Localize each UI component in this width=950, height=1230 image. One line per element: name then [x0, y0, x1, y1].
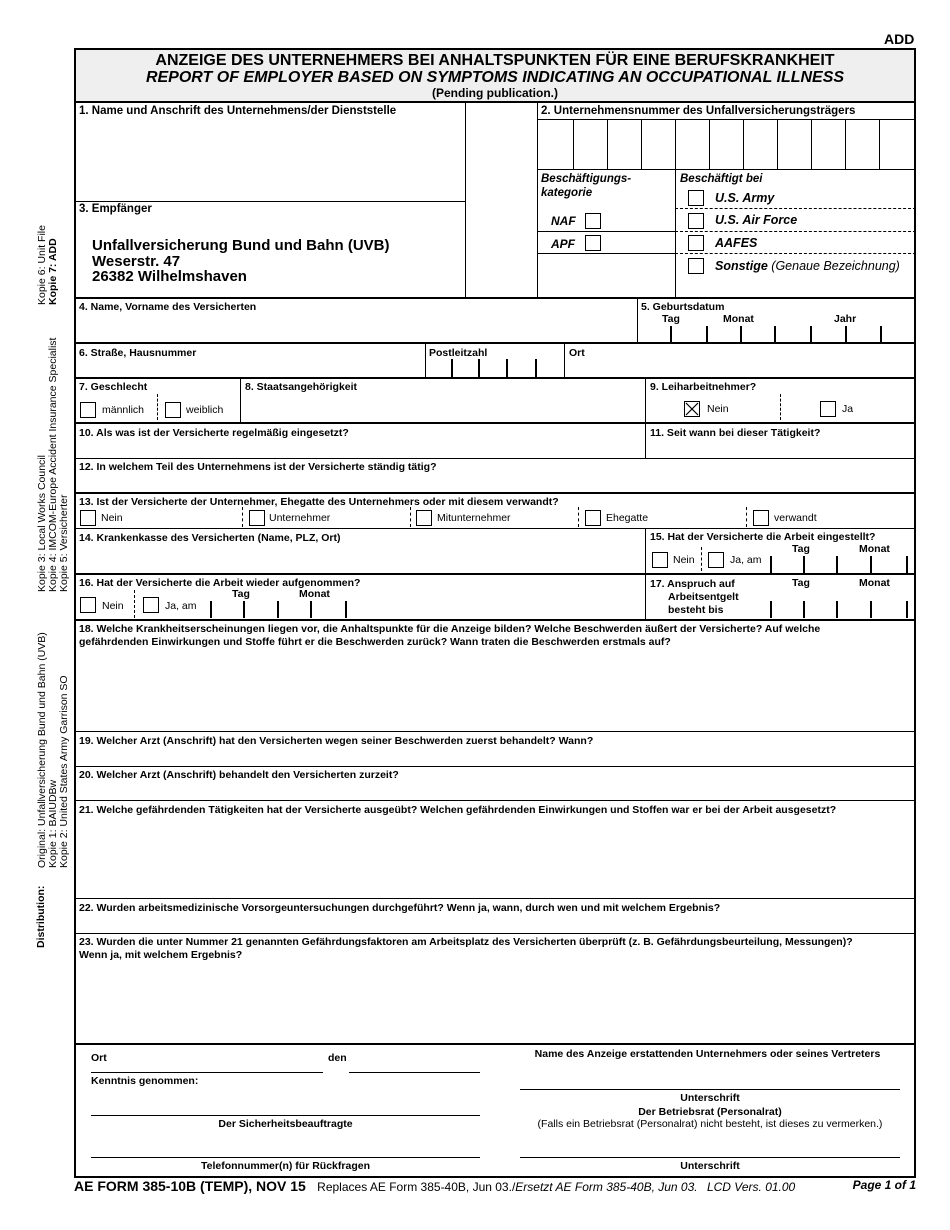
side-copy-7: Kopie 7: ADD	[47, 238, 59, 305]
divider	[780, 394, 781, 420]
pay-month-label: Monat	[859, 577, 890, 589]
divider	[637, 298, 638, 343]
cell-divider	[845, 326, 847, 342]
divider	[74, 766, 916, 767]
naf-label: NAF	[551, 214, 576, 228]
cell-divider	[743, 119, 744, 169]
stopped-yes-label: Ja, am	[730, 554, 762, 566]
regular-job-input[interactable]	[77, 440, 642, 457]
cell-divider	[277, 601, 279, 618]
apf-label: APF	[551, 237, 575, 251]
divider	[74, 528, 916, 529]
field-5-label: 5. Geburtsdatum	[641, 301, 725, 313]
cell-divider	[670, 326, 672, 342]
works-council-line	[520, 1157, 900, 1158]
cell-divider	[880, 326, 882, 342]
divider	[240, 378, 241, 423]
divider	[645, 529, 646, 574]
temp-worker-no-label: Nein	[707, 403, 729, 415]
date-label: den	[328, 1052, 347, 1064]
signature-right-border	[914, 1044, 916, 1177]
city-input[interactable]	[566, 359, 914, 377]
safety-officer-signature-input[interactable]	[91, 1098, 480, 1114]
divider	[645, 423, 646, 458]
divider	[701, 547, 702, 571]
field-17-label-3: besteht bis	[668, 604, 724, 616]
health-insurance-input[interactable]	[77, 545, 642, 572]
divider	[74, 201, 465, 202]
cell-divider	[879, 119, 880, 169]
aafes-label: AAFES	[715, 236, 758, 250]
divider	[74, 898, 916, 899]
relation-no-checkbox[interactable]	[80, 510, 96, 526]
field-11-label: 11. Seit wann bei dieser Tätigkeit?	[650, 427, 821, 439]
stopped-no-checkbox[interactable]	[652, 552, 668, 568]
field-2-label: 2. Unternehmensnummer des Unfallversicherungsträgers	[541, 105, 856, 117]
date-input[interactable]	[349, 1062, 480, 1072]
cell-divider	[478, 359, 480, 377]
cell-divider	[770, 556, 772, 573]
safety-officer-label: Der Sicherheitsbeauftragte	[218, 1118, 353, 1130]
side-copy-6: Kopie 6: Unit File	[36, 225, 48, 305]
dob-year-label: Jahr	[834, 313, 857, 325]
aafes-checkbox[interactable]	[688, 235, 704, 251]
employment-category-label-2: kategorie	[541, 187, 593, 199]
related-checkbox[interactable]	[753, 510, 769, 526]
side-copy-5: Kopie 5: Versicherter	[58, 494, 70, 592]
field-16-label: 16. Hat der Versicherte die Arbeit wieder aufgenommen?	[79, 577, 361, 589]
cell-divider	[770, 601, 772, 618]
field-18-label: 18. Welche Krankheitserscheinungen liegen vor, die Anhaltspunkte für die Anzeige bilden? Welche Beschwerden äußert der Versicherte? Auf welche	[79, 623, 821, 635]
divider	[74, 933, 916, 934]
cell-divider	[836, 601, 838, 618]
dob-month-label: Monat	[723, 313, 754, 325]
co-entrepreneur-checkbox[interactable]	[416, 510, 432, 526]
stopped-month-label: Monat	[859, 543, 890, 555]
related-label: verwandt	[774, 512, 817, 524]
divider	[746, 507, 747, 527]
phone-line	[91, 1157, 480, 1158]
field-17-label-1: 17. Anspruch auf	[650, 578, 735, 590]
noted-label: Kenntnis genommen:	[91, 1075, 199, 1087]
postal-code-input[interactable]	[426, 359, 564, 377]
works-council-label: Der Betriebsrat (Personalrat)	[638, 1106, 782, 1118]
version: LCD Vers. 01.00	[706, 1180, 796, 1194]
hazardous-activities-textarea[interactable]	[77, 818, 915, 897]
resumed-date-input[interactable]	[210, 601, 348, 618]
works-council-note: (Falls ein Betriebsrat (Personalrat) nicht besteht, ist dieses zu vermerken.)	[537, 1118, 883, 1130]
pay-until-input[interactable]	[770, 601, 913, 618]
cell-divider	[803, 556, 805, 573]
stopped-date-input[interactable]	[770, 556, 913, 573]
side-distribution: Distribution:	[35, 885, 47, 948]
title-german: ANZEIGE DES UNTERNEHMERS BEI ANHALTSPUNKTEN FÜR EINE BERUFSKRANKHEIT	[155, 52, 835, 69]
field-18-label-2: gefährdenden Einwirkungen und Stoffe führt er die Beschwerden zurück? Wann traten die Beschwerden erstmals auf?	[79, 636, 671, 648]
cell-divider	[506, 359, 508, 377]
date-of-birth-input[interactable]	[639, 326, 915, 342]
other-label-text: Sonstige	[715, 259, 768, 273]
first-doctor-input[interactable]	[77, 748, 915, 765]
field-7-label: 7. Geschlecht	[79, 381, 148, 393]
field-19-label: 19. Welcher Arzt (Anschrift) hat den Versicherten wegen seiner Beschwerden zuerst behandelt? Wann?	[79, 735, 594, 747]
recipient-line-3: 26382 Wilhelmshaven	[92, 268, 247, 285]
cell-divider	[345, 601, 347, 618]
stopped-yes-checkbox[interactable]	[708, 552, 724, 568]
field-9-label: 9. Leiharbeitnehmer?	[650, 381, 757, 393]
place-input[interactable]	[91, 1062, 323, 1072]
divider	[74, 492, 916, 494]
company-department-input[interactable]	[77, 474, 915, 491]
field-14-label: 14. Krankenkasse des Versicherten (Name, PLZ, Ort)	[79, 532, 341, 544]
male-label: männlich	[102, 404, 145, 416]
field-3-label: 3. Empfänger	[79, 203, 152, 215]
reporter-signature-label: Unterschrift	[680, 1092, 740, 1104]
reporter-line	[520, 1089, 900, 1090]
field-4-label: 4. Name, Vorname des Versicherten	[79, 301, 257, 313]
resumed-month-label: Monat	[299, 588, 330, 600]
divider	[410, 507, 411, 527]
cell-divider	[811, 119, 812, 169]
co-entrepreneur-label: Mitunternehmer	[437, 512, 511, 524]
divider	[465, 102, 466, 298]
postal-code-label: Postleitzahl	[429, 347, 488, 359]
cell-divider	[740, 326, 742, 342]
recipient-line-2: Weserstr. 47	[92, 253, 181, 270]
form-id: AE FORM 385-10B (TEMP), NOV 15	[74, 1178, 306, 1194]
other-note: (Genaue Bezeichnung)	[771, 259, 900, 273]
company-name-input[interactable]	[77, 120, 463, 200]
field-21-label: 21. Welche gefährdenden Tätigkeiten hat der Versicherte ausgeübt? Welchen gefährdenden Einwirkungen und Stoffen war er bei der Arbeit ausgesetzt?	[79, 804, 837, 816]
cell-divider	[310, 601, 312, 618]
hazard-assessment-textarea[interactable]	[77, 963, 915, 1041]
temp-worker-yes-checkbox[interactable]	[820, 401, 836, 417]
female-label: weiblich	[186, 404, 224, 416]
symptoms-textarea[interactable]	[77, 650, 915, 730]
employed-at-label: Beschäftigt bei	[680, 173, 763, 185]
divider	[675, 208, 916, 209]
divider	[74, 731, 916, 732]
divider	[74, 297, 916, 299]
divider	[537, 169, 916, 170]
stopped-day-label: Tag	[792, 543, 810, 555]
signature-left-border	[74, 1044, 76, 1177]
divider	[74, 342, 916, 344]
cell-divider	[836, 556, 838, 573]
resumed-yes-checkbox[interactable]	[143, 597, 159, 613]
field-17-label-2: Arbeitsentgelt	[668, 591, 739, 603]
date-line	[349, 1072, 480, 1073]
place-line	[91, 1072, 323, 1073]
current-doctor-input[interactable]	[77, 782, 915, 799]
field-10-label: 10. Als was ist der Versicherte regelmäßig eingesetzt?	[79, 427, 349, 439]
nationality-input[interactable]	[242, 394, 642, 422]
divider	[242, 507, 243, 527]
field-6-label: 6. Straße, Hausnummer	[79, 347, 197, 359]
divider	[537, 231, 675, 232]
naf-checkbox[interactable]	[585, 213, 601, 229]
divider	[74, 377, 916, 379]
cell-divider	[906, 601, 908, 618]
spouse-checkbox[interactable]	[585, 510, 601, 526]
company-number-input[interactable]	[537, 119, 916, 169]
medical-checkups-input[interactable]	[77, 915, 915, 932]
divider	[564, 343, 565, 378]
divider	[645, 574, 646, 619]
entrepreneur-label: Unternehmer	[269, 512, 331, 524]
side-copy-4: Kopie 4: IMCOM-Europe Accident Insurance Specialist	[47, 337, 59, 592]
side-copy-3: Kopie 3: Local Works Council	[36, 455, 48, 592]
divider	[675, 231, 916, 232]
field-8-label: 8. Staatsangehörigkeit	[245, 381, 358, 393]
us-air-force-label: U.S. Air Force	[715, 213, 798, 227]
cell-divider	[535, 359, 537, 377]
footer: AE FORM 385-10B (TEMP), NOV 15 Replaces AE Form 385-40B, Jun 03./Ersetzt AE Form 385-40B, Jun 03. LCD Vers. 01.00 Page 1 of 1	[74, 1178, 916, 1194]
cell-divider	[845, 119, 846, 169]
relation-no-label: Nein	[101, 512, 123, 524]
cell-divider	[607, 119, 608, 169]
checked-x-icon	[685, 402, 699, 416]
reporter-signature-input[interactable]	[520, 1062, 900, 1088]
stopped-no-label: Nein	[673, 554, 695, 566]
other-label	[715, 259, 900, 273]
cell-divider	[706, 326, 708, 342]
city-label: Ort	[569, 347, 585, 359]
replaces-note: Replaces AE Form 385-40B, Jun 03.	[317, 1180, 512, 1194]
street-input[interactable]	[77, 359, 422, 377]
works-council-signature-input[interactable]	[520, 1136, 900, 1156]
cell-divider	[641, 119, 642, 169]
divider	[537, 253, 675, 254]
phone-input[interactable]	[91, 1140, 480, 1156]
field-13-label: 13. Ist der Versicherte der Unternehmer, Ehegatte des Unternehmers oder mit diesem verwandt?	[79, 496, 559, 508]
divider	[134, 590, 135, 618]
insured-name-input[interactable]	[77, 313, 635, 341]
cell-divider	[573, 119, 574, 169]
side-copy-1: Kopie 1: BAIUDBw	[47, 779, 59, 868]
cell-divider	[810, 326, 812, 342]
dob-day-label: Tag	[662, 313, 680, 325]
spouse-label: Ehegatte	[606, 512, 649, 524]
recipient-line-1: Unfallversicherung Bund und Bahn (UVB)	[92, 237, 390, 254]
divider	[74, 800, 916, 801]
reporter-label: Name des Anzeige erstattenden Unternehmers oder seines Vertreters	[534, 1048, 881, 1060]
side-original: Original: Unfallversicherung Bund und Bahn (UVB)	[36, 632, 48, 868]
divider	[74, 458, 916, 459]
us-air-force-checkbox[interactable]	[688, 213, 704, 229]
cell-divider	[675, 119, 676, 169]
safety-officer-line	[91, 1115, 480, 1116]
works-council-signature-label: Unterschrift	[680, 1160, 740, 1172]
divider	[578, 507, 579, 527]
form-code: ADD	[884, 31, 915, 47]
cell-divider	[870, 556, 872, 573]
cell-divider	[870, 601, 872, 618]
cell-divider	[451, 359, 453, 377]
female-checkbox[interactable]	[165, 402, 181, 418]
cell-divider	[709, 119, 710, 169]
resumed-no-checkbox[interactable]	[80, 597, 96, 613]
cell-divider	[243, 601, 245, 618]
divider	[645, 378, 646, 423]
place-label: Ort	[91, 1052, 107, 1064]
header-divider	[74, 101, 916, 103]
page-number: Page 1 of 1	[852, 1178, 916, 1192]
field-15-label: 15. Hat der Versicherte die Arbeit eingestellt?	[650, 531, 876, 543]
field-20-label: 20. Welcher Arzt (Anschrift) behandelt den Versicherten zurzeit?	[79, 769, 399, 781]
us-army-label: U.S. Army	[715, 191, 775, 205]
employment-category-label: Beschäftigungs-	[541, 173, 632, 185]
temp-worker-yes-label: Ja	[842, 403, 854, 415]
pay-day-label: Tag	[792, 577, 810, 589]
divider	[675, 253, 916, 254]
field-23-label-2: Wenn ja, mit welchem Ergebnis?	[79, 949, 243, 961]
resumed-yes-label: Ja, am	[165, 600, 197, 612]
entrepreneur-checkbox[interactable]	[249, 510, 265, 526]
subtitle: (Pending publication.)	[432, 86, 558, 100]
cell-divider	[210, 601, 212, 618]
divider	[74, 573, 916, 575]
resumed-no-label: Nein	[102, 600, 124, 612]
temp-worker-no-checkbox[interactable]	[684, 401, 700, 417]
other-checkbox[interactable]	[688, 258, 704, 274]
field-22-label: 22. Wurden arbeitsmedizinische Vorsorgeuntersuchungen durchgeführt? Wenn ja, wann, durch wen und mit welchem Ergebnis?	[79, 902, 721, 914]
divider	[74, 422, 916, 424]
cell-divider	[777, 119, 778, 169]
divider	[157, 394, 158, 420]
field-12-label: 12. In welchem Teil des Unternehmens ist der Versicherte ständig tätig?	[79, 461, 437, 473]
cell-divider	[803, 601, 805, 618]
side-copy-2: Kopie 2: United States Army Garrison SO	[58, 675, 70, 868]
field-1-label: 1. Name und Anschrift des Unternehmens/der Dienststelle	[79, 105, 397, 117]
field-23-label: 23. Wurden die unter Nummer 21 genannten Gefährdungsfaktoren am Arbeitsplatz des Versicherten überprüft (z. B. Gefährdungsbeurteilung, Messungen)?	[79, 936, 853, 948]
replaces-note-de: Ersetzt AE Form 385-40B, Jun 03.	[515, 1180, 698, 1194]
title-english: REPORT OF EMPLOYER BASED ON SYMPTOMS INDICATING AN OCCUPATIONAL ILLNESS	[145, 69, 845, 86]
divider	[74, 619, 916, 621]
cell-divider	[774, 326, 776, 342]
divider	[675, 169, 676, 298]
apf-checkbox[interactable]	[585, 235, 601, 251]
activity-since-input[interactable]	[647, 440, 915, 457]
resumed-day-label: Tag	[232, 588, 250, 600]
male-checkbox[interactable]	[80, 402, 96, 418]
cell-divider	[906, 556, 908, 573]
us-army-checkbox[interactable]	[688, 190, 704, 206]
phone-label: Telefonnummer(n) für Rückfragen	[201, 1160, 370, 1172]
